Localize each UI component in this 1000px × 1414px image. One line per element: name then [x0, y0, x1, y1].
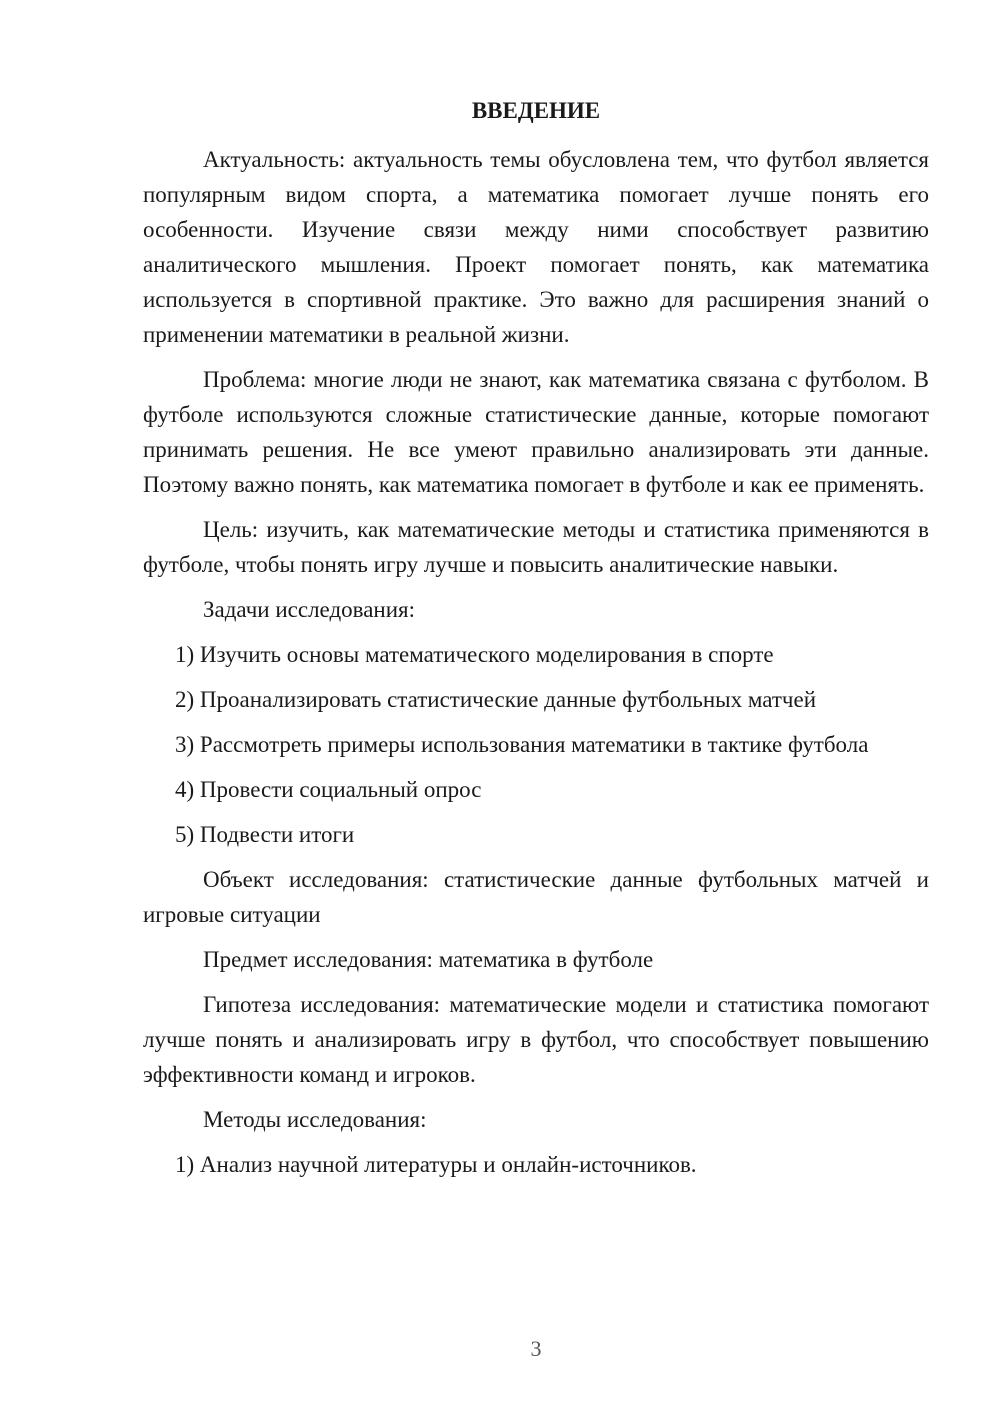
task-item-3: 3) Рассмотреть примеры использования математики в тактике футбола [175, 732, 869, 757]
task-item-1: 1) Изучить основы математического моделирования в спорте [175, 642, 774, 667]
task-item-5: 5) Подвести итоги [175, 822, 355, 847]
paragraph-goal: Цель: изучить, как математические методы и статистика применяются в футболе, чтобы понять игру лучше и повысить аналитические навыки. [143, 517, 929, 577]
paragraph-subject: Предмет исследования: математика в футболе [203, 947, 654, 972]
task-item-4: 4) Провести социальный опрос [175, 777, 482, 802]
method-item-1: 1) Анализ научной литературы и онлайн-источников. [175, 1152, 697, 1177]
document-body [143, 142, 929, 1182]
paragraph-tasks-heading: Задачи исследования: [203, 597, 416, 622]
page-number: 3 [530, 1336, 542, 1361]
paragraph-hypothesis: Гипотеза исследования: математические модели и статистика помогают лучше понять и анализировать игру в футбол, что способствует повышению эффективности команд и игроков. [143, 992, 929, 1087]
paragraph-methods-heading: Методы исследования: [203, 1107, 427, 1132]
paragraph-problem: Проблема: многие люди не знают, как математика связана с футболом. В футболе используются сложные статистические данные, которые помогают принимать решения. Не все умеют правильно анализировать эти данные. Поэтому важно понять, как математика помогает в футболе и как ее применять. [143, 367, 929, 497]
paragraph-object: Объект исследования: статистические данные футбольных матчей и игровые ситуации [143, 867, 929, 927]
task-item-2: 2) Проанализировать статистические данные футбольных матчей [175, 687, 817, 712]
paragraph-relevance: Актуальность: актуальность темы обусловлена тем, что футбол является популярным видом спорта, а математика помогает лучше понять его особенности. Изучение связи между ними способствует развитию аналитического мышления. Проект помогает понять, как математика используется в спортивной практике. Это важно для расширения знаний о применении математики в реальной жизни. [143, 147, 929, 347]
section-title: ВВЕДЕНИЕ [471, 98, 601, 123]
